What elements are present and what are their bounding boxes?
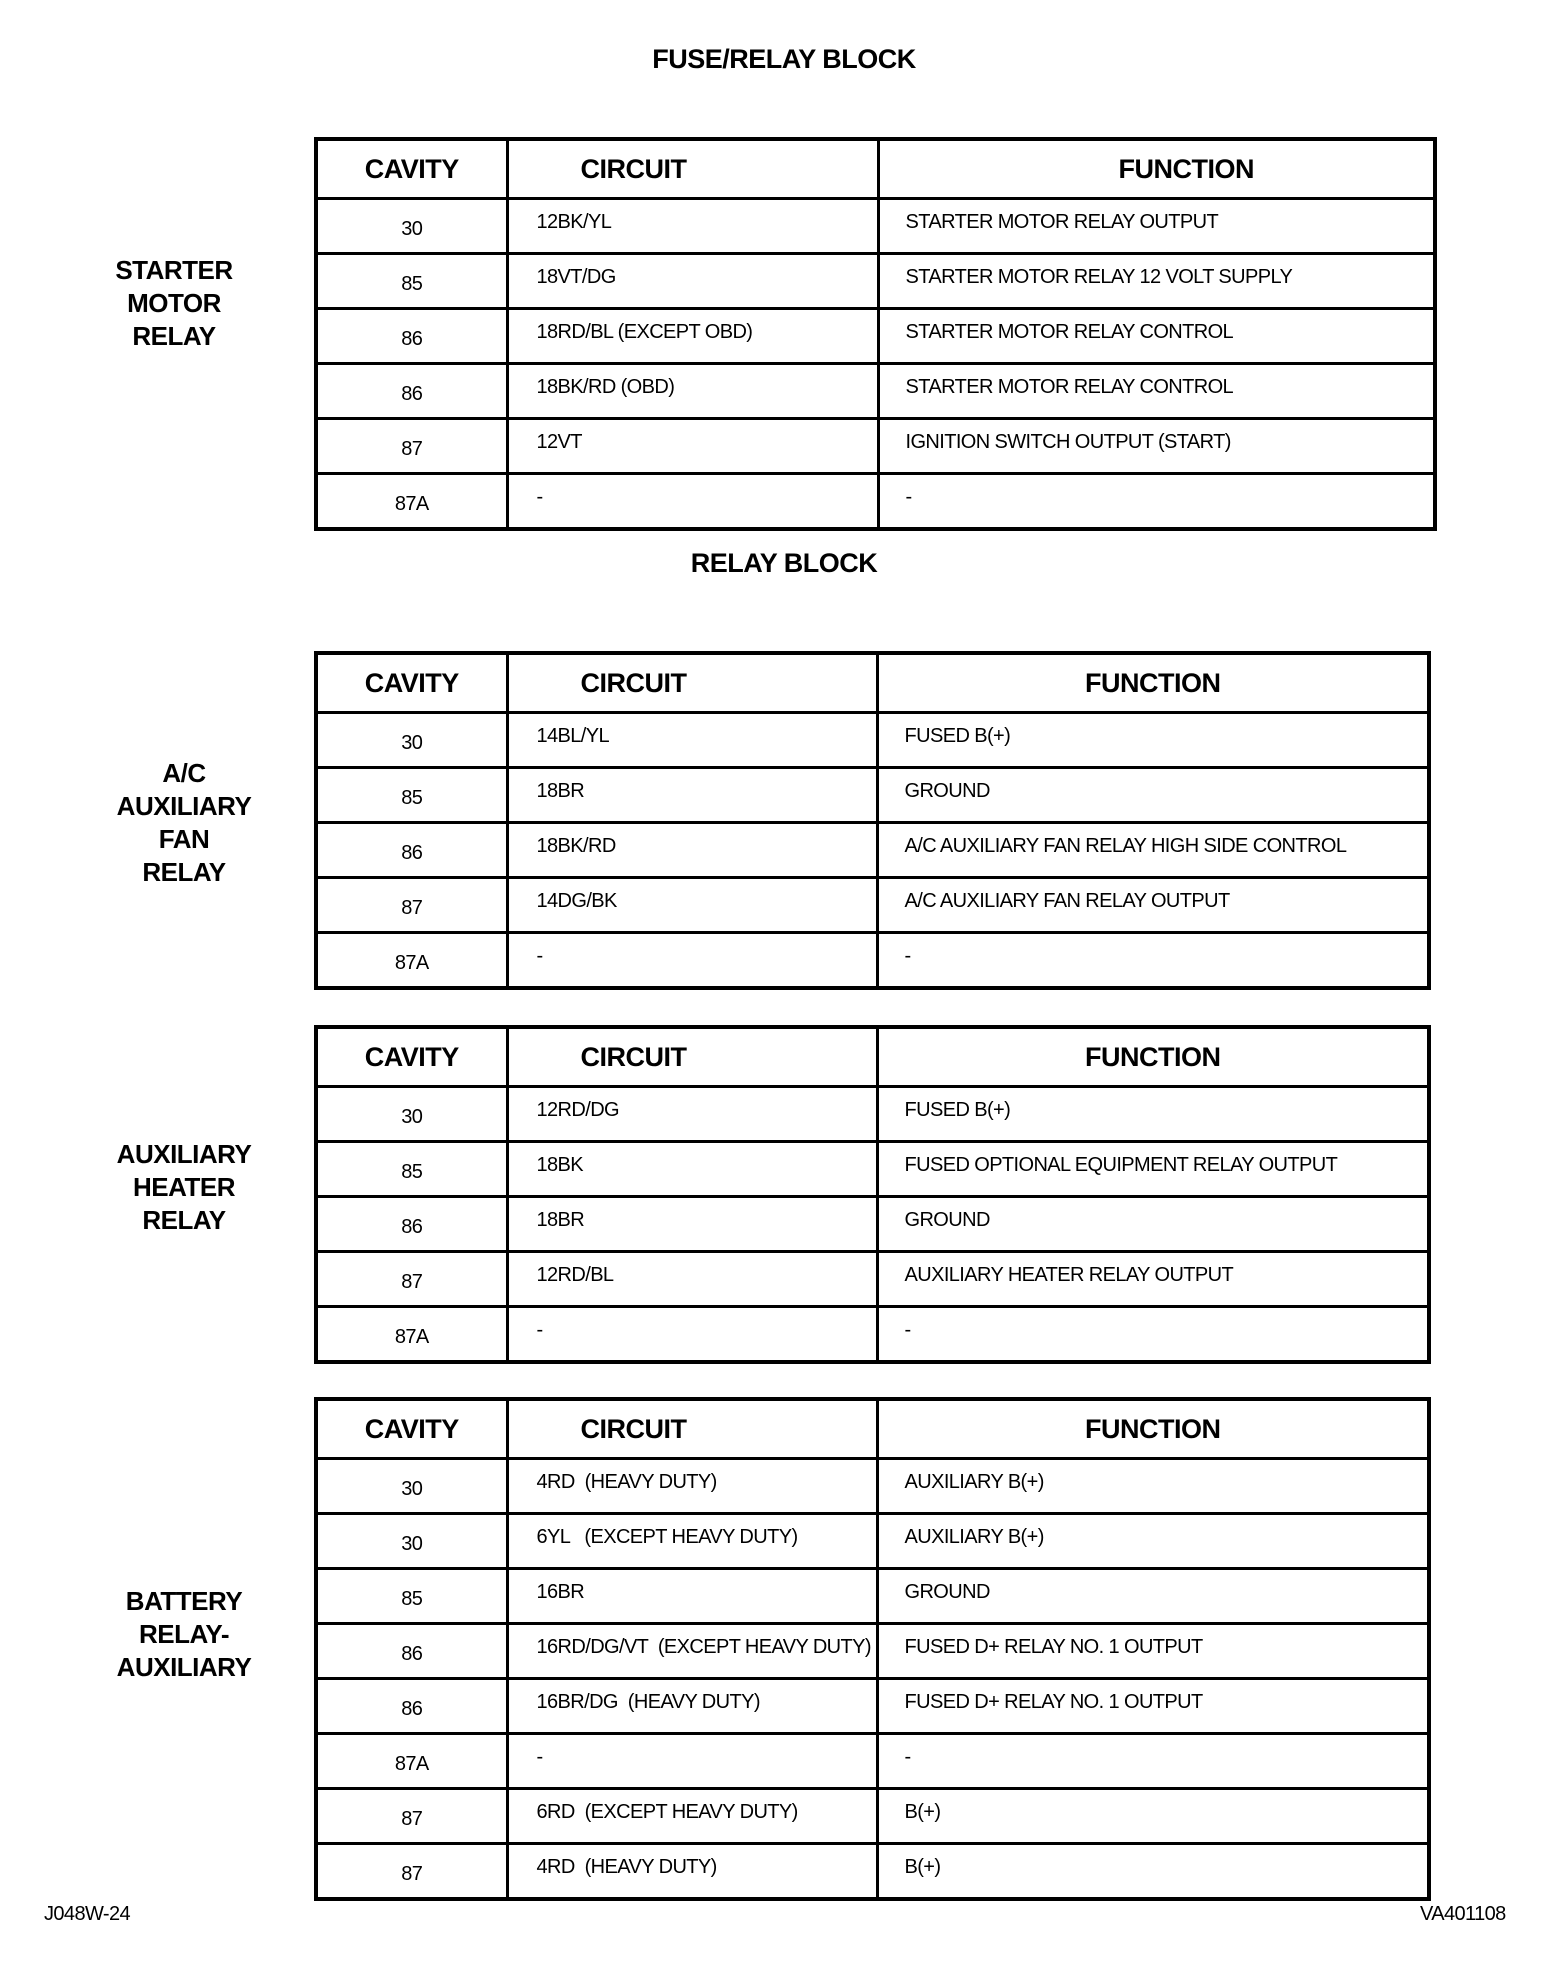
circuit-cell: 18RD/BL (EXCEPT OBD): [507, 309, 878, 364]
circuit-cell: 6RD (EXCEPT HEAVY DUTY): [507, 1789, 877, 1844]
circuit-cell: 18BK/RD: [507, 823, 877, 878]
header-row: [316, 653, 1429, 713]
cavity-cell: 85: [316, 1142, 507, 1197]
header-row: [316, 1399, 1429, 1459]
circuit-header: CIRCUIT: [507, 1027, 877, 1087]
cavity-header: CAVITY: [316, 1399, 507, 1459]
table-row: [316, 1624, 1429, 1679]
cavity-cell: 85: [316, 768, 507, 823]
cavity-cell: 30: [316, 1514, 507, 1569]
circuit-header: CIRCUIT: [507, 1399, 877, 1459]
cavity-cell: 87: [316, 419, 507, 474]
label-line: RELAY: [142, 857, 226, 887]
circuit-cell: 18BR: [507, 768, 877, 823]
function-cell: STARTER MOTOR RELAY 12 VOLT SUPPLY: [878, 254, 1435, 309]
label-line: FAN: [158, 824, 210, 854]
function-cell: GROUND: [877, 768, 1429, 823]
table-row: [316, 1087, 1429, 1142]
circuit-cell: 4RD (HEAVY DUTY): [507, 1459, 877, 1514]
circuit-cell: 14DG/BK: [507, 878, 877, 933]
cavity-header: CAVITY: [316, 1027, 507, 1087]
table-row: [316, 1459, 1429, 1514]
header-row: [316, 139, 1435, 199]
table-row: [316, 309, 1435, 364]
cavity-cell: 85: [316, 254, 507, 309]
circuit-cell: 16BR: [507, 1569, 877, 1624]
function-cell: STARTER MOTOR RELAY CONTROL: [878, 364, 1435, 419]
function-cell: A/C AUXILIARY FAN RELAY HIGH SIDE CONTROL: [877, 823, 1429, 878]
table-row: [316, 823, 1429, 878]
cavity-cell: 86: [316, 1197, 507, 1252]
circuit-header: CIRCUIT: [507, 653, 877, 713]
function-cell: AUXILIARY HEATER RELAY OUTPUT: [877, 1252, 1429, 1307]
table-row: [316, 1569, 1429, 1624]
function-cell: GROUND: [877, 1569, 1429, 1624]
cavity-cell: 86: [316, 1624, 507, 1679]
fuse-relay-block-heading: FUSE/RELAY BLOCK: [652, 44, 916, 74]
table-row: [316, 419, 1435, 474]
table-row: [316, 1734, 1429, 1789]
function-cell: B(+): [877, 1789, 1429, 1844]
circuit-cell: -: [507, 933, 877, 989]
header-row: [316, 1027, 1429, 1087]
cavity-cell: 85: [316, 1569, 507, 1624]
circuit-cell: 18BK: [507, 1142, 877, 1197]
function-cell: -: [877, 1734, 1429, 1789]
cavity-cell: 86: [316, 309, 507, 364]
cavity-cell: 30: [316, 1087, 507, 1142]
function-cell: FUSED B(+): [877, 713, 1429, 768]
function-header: FUNCTION: [877, 1027, 1429, 1087]
circuit-cell: 12BK/YL: [507, 199, 878, 254]
table-row: [316, 364, 1435, 419]
relay-block-heading: RELAY BLOCK: [690, 548, 878, 578]
cavity-cell: 86: [316, 1679, 507, 1734]
table-row: [316, 878, 1429, 933]
cavity-cell: 87A: [316, 1734, 507, 1789]
function-cell: AUXILIARY B(+): [877, 1459, 1429, 1514]
cavity-cell: 87A: [316, 474, 507, 530]
table-row: [316, 199, 1435, 254]
circuit-cell: 16RD/DG/VT (EXCEPT HEAVY DUTY): [507, 1624, 877, 1679]
circuit-header: CIRCUIT: [507, 139, 878, 199]
cavity-header: CAVITY: [316, 653, 507, 713]
circuit-cell: -: [507, 1734, 877, 1789]
cavity-cell: 86: [316, 823, 507, 878]
table-row: [316, 1514, 1429, 1569]
table-row: [316, 1679, 1429, 1734]
circuit-cell: 18BR: [507, 1197, 877, 1252]
circuit-cell: 4RD (HEAVY DUTY): [507, 1844, 877, 1900]
table-row: [316, 1142, 1429, 1197]
cavity-cell: 87A: [316, 933, 507, 989]
function-cell: GROUND: [877, 1197, 1429, 1252]
function-header: FUNCTION: [877, 1399, 1429, 1459]
table-row: [316, 1197, 1429, 1252]
label-line: MOTOR: [127, 288, 221, 318]
function-cell: AUXILIARY B(+): [877, 1514, 1429, 1569]
label-line: STARTER: [115, 255, 233, 285]
label-line: AUXILIARY: [116, 1139, 252, 1169]
function-cell: FUSED OPTIONAL EQUIPMENT RELAY OUTPUT: [877, 1142, 1429, 1197]
table-row: [316, 933, 1429, 989]
cavity-cell: 86: [316, 364, 507, 419]
cavity-cell: 87: [316, 1252, 507, 1307]
label-line: HEATER: [133, 1172, 235, 1202]
cavity-cell: 30: [316, 713, 507, 768]
table-row: [316, 713, 1429, 768]
function-cell: A/C AUXILIARY FAN RELAY OUTPUT: [877, 878, 1429, 933]
starter-motor-relay-label: [94, 254, 254, 353]
auxiliary-heater-relay-label: [104, 1138, 264, 1237]
function-header: FUNCTION: [877, 653, 1429, 713]
table-row: [316, 768, 1429, 823]
function-cell: STARTER MOTOR RELAY OUTPUT: [878, 199, 1435, 254]
cavity-cell: 30: [316, 1459, 507, 1514]
function-header: FUNCTION: [878, 139, 1435, 199]
auxiliary-heater-relay-table: [314, 1025, 1431, 1364]
function-cell: -: [877, 1307, 1429, 1363]
function-cell: FUSED D+ RELAY NO. 1 OUTPUT: [877, 1624, 1429, 1679]
function-cell: FUSED D+ RELAY NO. 1 OUTPUT: [877, 1679, 1429, 1734]
table-row: [316, 254, 1435, 309]
cavity-header: CAVITY: [316, 139, 507, 199]
table-row: [316, 474, 1435, 530]
circuit-cell: 12RD/BL: [507, 1252, 877, 1307]
figure-code-right: VA401108: [1420, 1903, 1506, 1925]
function-cell: STARTER MOTOR RELAY CONTROL: [878, 309, 1435, 364]
circuit-cell: 14BL/YL: [507, 713, 877, 768]
circuit-cell: 12VT: [507, 419, 878, 474]
battery-relay-auxiliary-table: [314, 1397, 1431, 1901]
table-row: [316, 1844, 1429, 1900]
label-line: BATTERY: [125, 1586, 243, 1616]
label-line: AUXILIARY: [116, 791, 252, 821]
label-line: RELAY-: [139, 1619, 229, 1649]
cavity-cell: 87A: [316, 1307, 507, 1363]
circuit-cell: -: [507, 1307, 877, 1363]
function-cell: IGNITION SWITCH OUTPUT (START): [878, 419, 1435, 474]
battery-relay-auxiliary-label: [104, 1585, 264, 1684]
label-line: RELAY: [132, 321, 216, 351]
circuit-cell: 12RD/DG: [507, 1087, 877, 1142]
cavity-cell: 30: [316, 199, 507, 254]
circuit-cell: 18VT/DG: [507, 254, 878, 309]
circuit-cell: 16BR/DG (HEAVY DUTY): [507, 1679, 877, 1734]
ac-auxiliary-fan-relay-label: [104, 757, 264, 889]
circuit-cell: 18BK/RD (OBD): [507, 364, 878, 419]
table-row: [316, 1252, 1429, 1307]
starter-motor-relay-table: [314, 137, 1437, 531]
circuit-cell: 6YL (EXCEPT HEAVY DUTY): [507, 1514, 877, 1569]
label-line: RELAY: [142, 1205, 226, 1235]
function-cell: -: [878, 474, 1435, 530]
cavity-cell: 87: [316, 1844, 507, 1900]
function-cell: -: [877, 933, 1429, 989]
label-line: AUXILIARY: [116, 1652, 252, 1682]
function-cell: FUSED B(+): [877, 1087, 1429, 1142]
cavity-cell: 87: [316, 1789, 507, 1844]
table-row: [316, 1307, 1429, 1363]
label-line: A/C: [162, 758, 206, 788]
function-cell: B(+): [877, 1844, 1429, 1900]
table-row: [316, 1789, 1429, 1844]
circuit-cell: -: [507, 474, 878, 530]
figure-code-left: J048W-24: [44, 1903, 130, 1925]
cavity-cell: 87: [316, 878, 507, 933]
ac-auxiliary-fan-relay-table: [314, 651, 1431, 990]
